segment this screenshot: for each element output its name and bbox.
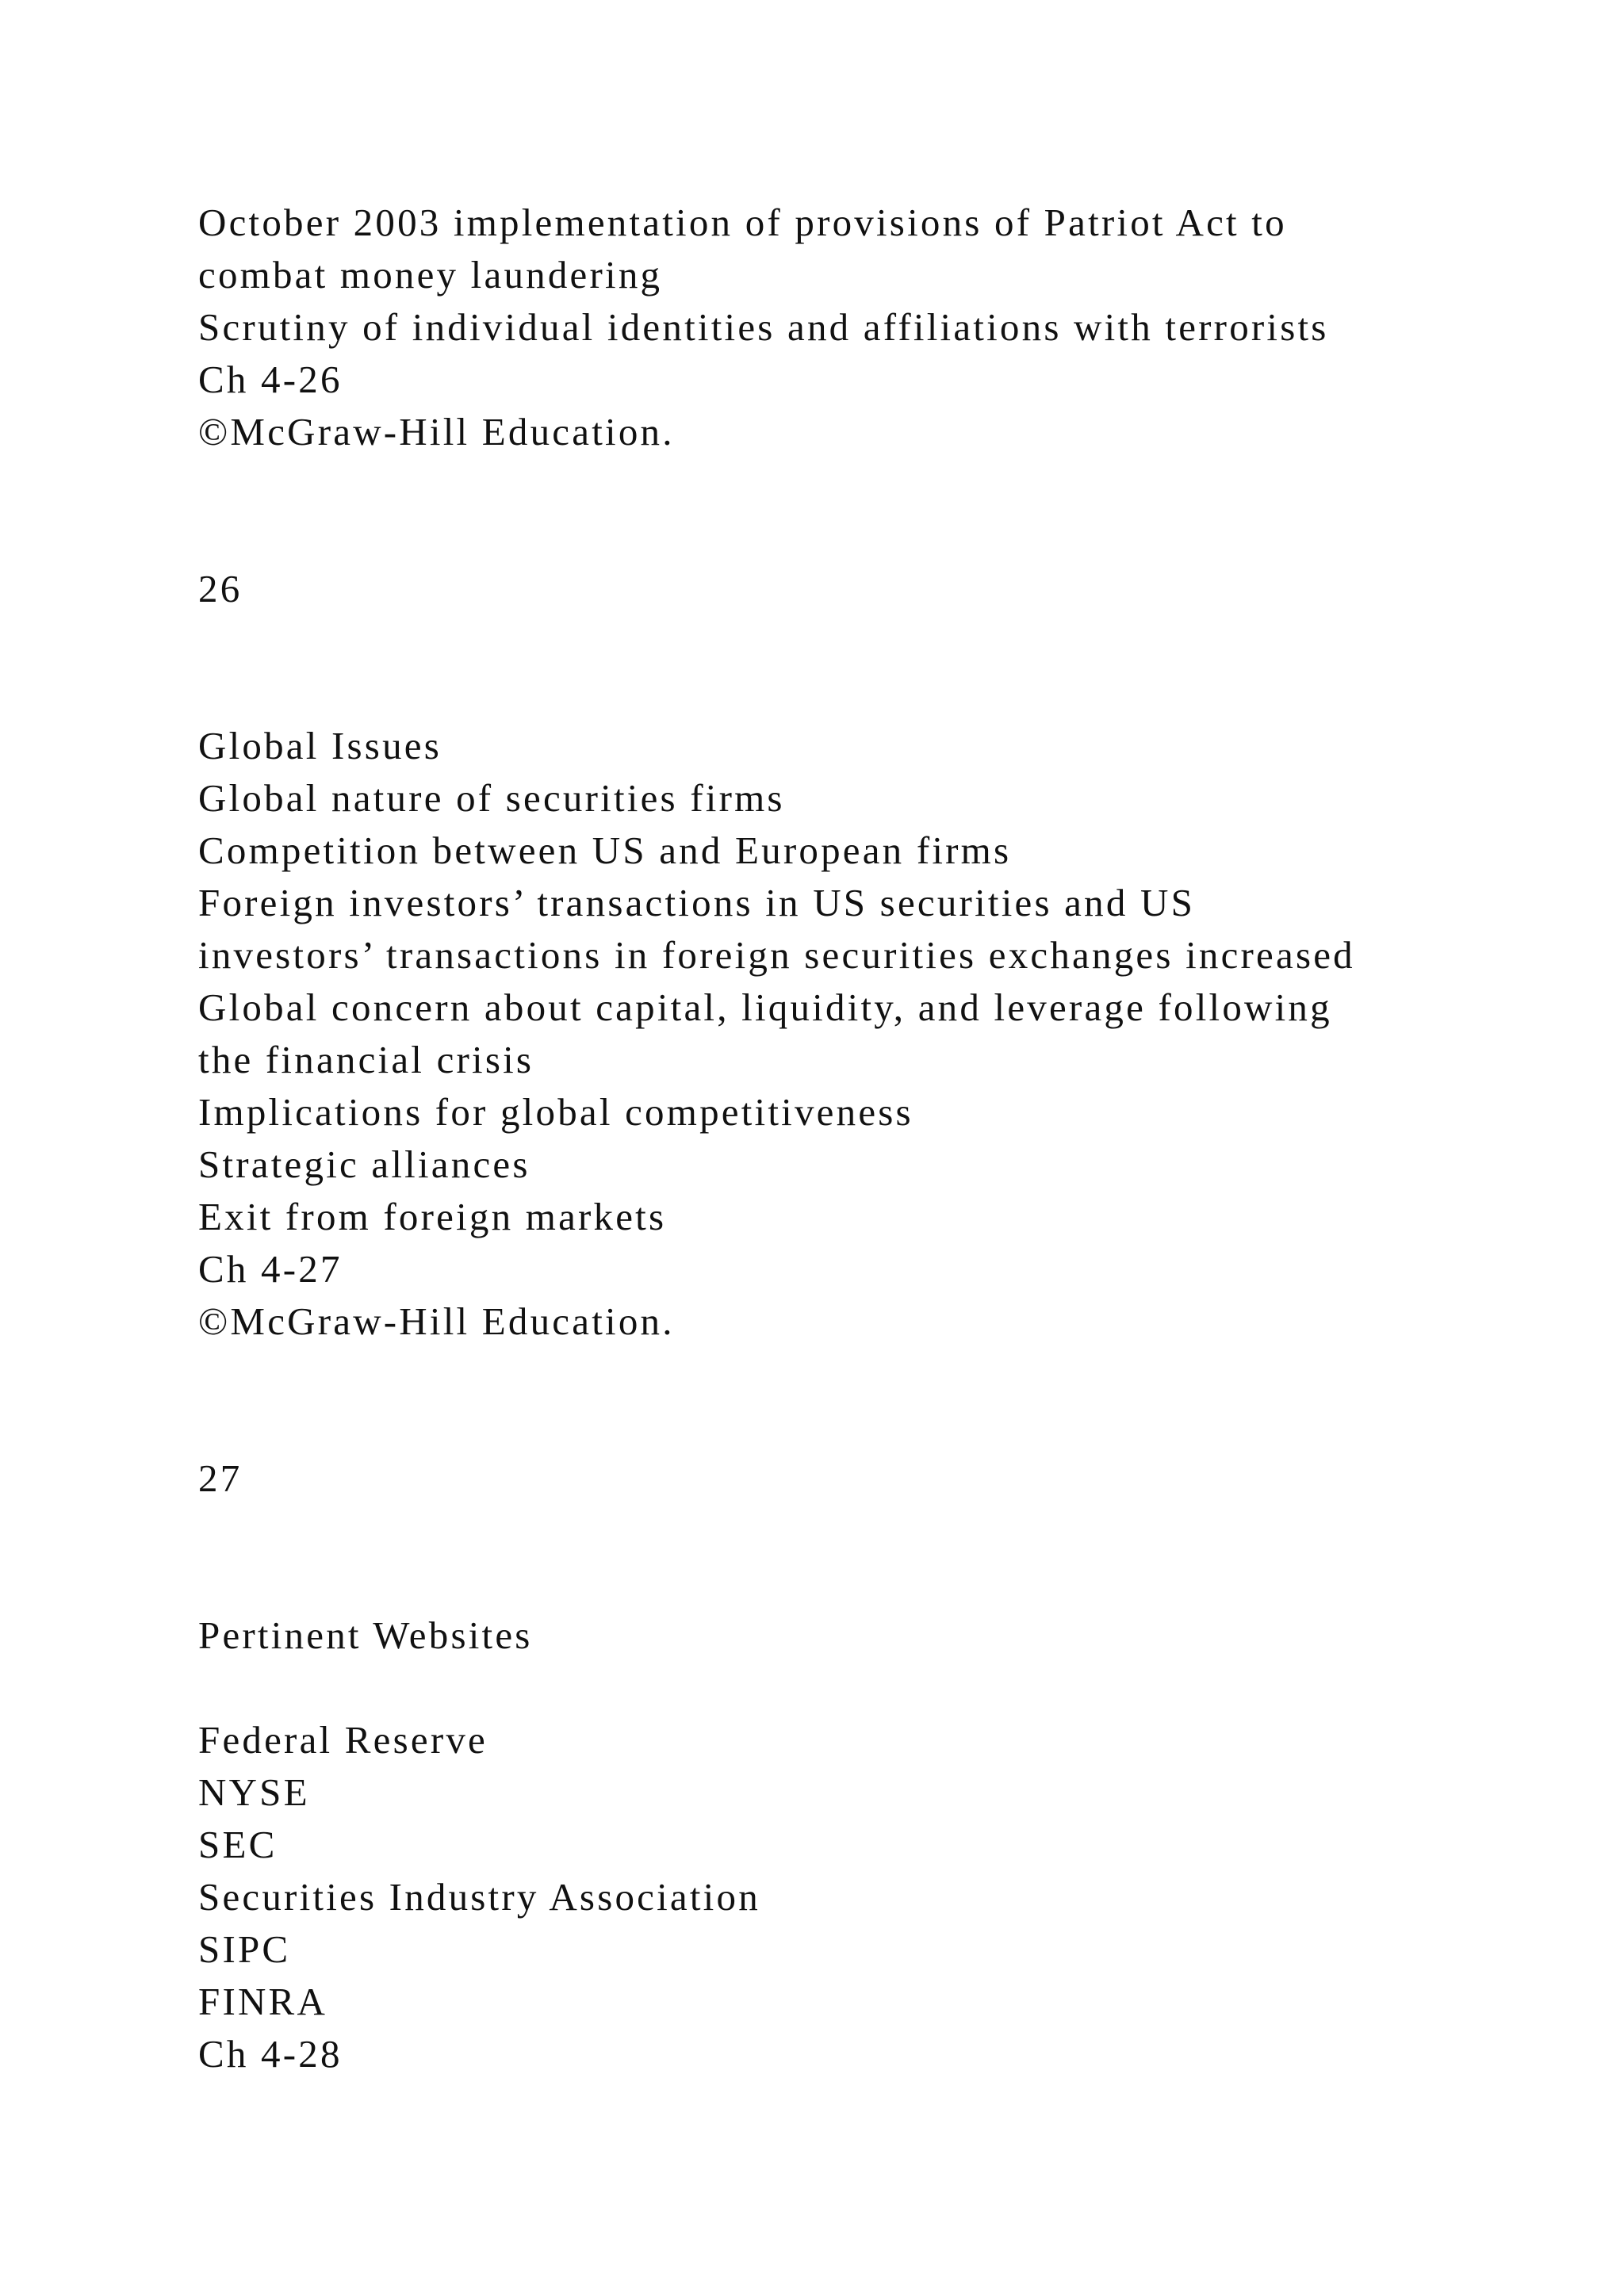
slide-reference: Ch 4-28 bbox=[198, 2032, 343, 2076]
website-item: FINRA bbox=[198, 1980, 328, 2023]
website-item: Federal Reserve bbox=[198, 1718, 488, 1762]
slide-reference: Ch 4-27 bbox=[198, 1247, 343, 1291]
copyright-notice: ©McGraw-Hill Education. bbox=[198, 1299, 675, 1343]
website-item: Securities Industry Association bbox=[198, 1875, 760, 1919]
copyright-notice: ©McGraw-Hill Education. bbox=[198, 410, 675, 453]
page-number: 26 bbox=[198, 567, 243, 610]
text-line: Competition between US and European firms bbox=[198, 828, 1012, 872]
text-line: Foreign investors’ transactions in US securities and US bbox=[198, 881, 1196, 924]
website-item: NYSE bbox=[198, 1770, 310, 1814]
text-line: Exit from foreign markets bbox=[198, 1195, 667, 1238]
text-line: Global nature of securities firms bbox=[198, 776, 785, 820]
page-number: 27 bbox=[198, 1456, 243, 1500]
text-line: combat money laundering bbox=[198, 253, 663, 297]
text-line: October 2003 implementation of provisions of Patriot Act to bbox=[198, 201, 1287, 244]
text-line: the financial crisis bbox=[198, 1038, 534, 1081]
website-item: SEC bbox=[198, 1823, 278, 1866]
text-line: investors’ transactions in foreign securities exchanges increased bbox=[198, 933, 1355, 977]
text-line: Scrutiny of individual identities and affiliations with terrorists bbox=[198, 305, 1329, 349]
text-line: Global concern about capital, liquidity, and leverage following bbox=[198, 985, 1332, 1029]
text-line: Strategic alliances bbox=[198, 1142, 530, 1186]
section-title: Global Issues bbox=[198, 724, 442, 767]
slide-reference: Ch 4-26 bbox=[198, 358, 343, 401]
section-title: Pertinent Websites bbox=[198, 1613, 533, 1657]
website-item: SIPC bbox=[198, 1927, 291, 1971]
text-line: Implications for global competitiveness bbox=[198, 1090, 914, 1134]
